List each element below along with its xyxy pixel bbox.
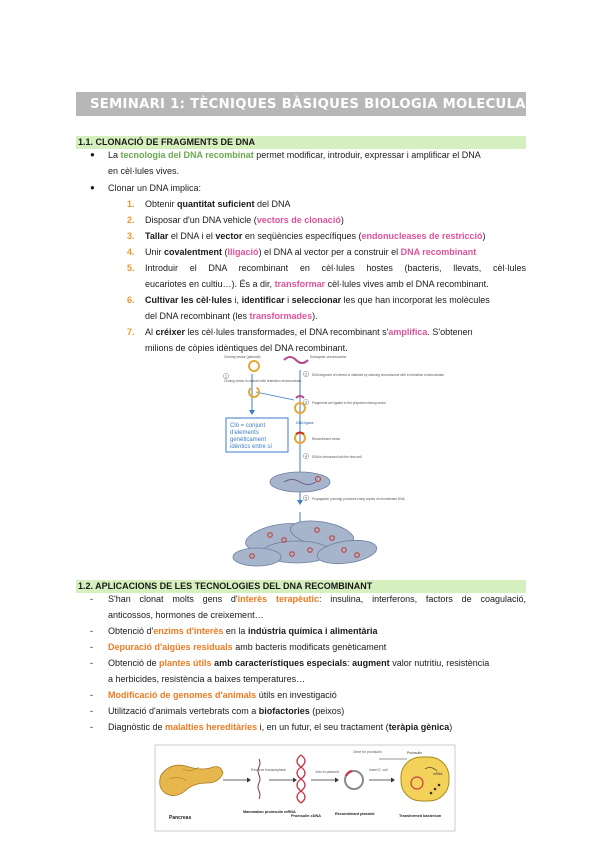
insulin-production-diagram (155, 745, 455, 831)
highlight: transformades (249, 311, 313, 321)
text: ) el DNA al vector per a construir el (258, 247, 401, 257)
text: i, en un futur, el seu tractament ( (257, 722, 389, 732)
text: Al (145, 327, 156, 337)
text: eucariotes en cultiu…). És a dir, (145, 279, 275, 289)
bullet1-line2: en cèl·lules vives. (108, 166, 180, 176)
highlight: malalties hereditàries (165, 722, 258, 732)
label-pancreas: Pancreas (169, 815, 192, 821)
bold-text: quantitat suficient (177, 199, 255, 209)
text: : (347, 658, 353, 668)
bold-text: teràpia gènica (388, 722, 450, 732)
svg-text:Join to plasmid: Join to plasmid (315, 770, 339, 774)
bold-text: vector (215, 231, 243, 241)
bold-text: Cultivar les cèl·lules (145, 295, 233, 305)
text: permet modificar, introduir, expressar i amplificar el DNA (253, 150, 481, 160)
text: i, (232, 295, 242, 305)
svg-text:Fragments are ligated to the p: Fragments are ligated to the prepared cloning vector (312, 401, 387, 405)
svg-text:Propagation (cloning) produces: Propagation (cloning) produces many copies of recombinant DNA. (312, 497, 406, 501)
section-heading-1: 1.1. CLONACIÓ DE FRAGMENTS DE DNA (76, 136, 526, 149)
svg-text:mRNA: mRNA (433, 772, 443, 776)
text: el DNA i el (168, 231, 216, 241)
bullet2-text: Clonar un DNA implica: (108, 183, 202, 193)
highlight: vectors de clonació (256, 215, 341, 225)
step-number: 1. (127, 199, 135, 209)
application-item-line2: a herbicides, resistència a baixes temperatures… (108, 674, 306, 684)
page-title: SEMINARI 1: TÈCNIQUES BÀSIQUES BIOLOGIA MOLECULAR (90, 96, 537, 112)
step-5-line2 (145, 276, 489, 292)
clone-note-line: d'elements (230, 430, 259, 436)
text: Obtenir (145, 199, 178, 209)
dash-bullet: - (90, 642, 93, 652)
highlight: endonucleases de restricció (361, 231, 483, 241)
step-number: 2. (127, 215, 135, 225)
svg-text:Gene for proinsulin: Gene for proinsulin (353, 750, 382, 754)
bold-text: identificar (241, 295, 285, 305)
text: ). (312, 311, 318, 321)
text: les cèl·lules transformades, el DNA recombinant s' (185, 327, 389, 337)
svg-text:DNA is introduced into the hos: DNA is introduced into the host cell. (312, 455, 363, 459)
highlight: amplifica (388, 327, 428, 337)
text: útils en investigació (256, 690, 337, 700)
bold-text: Tallar (145, 231, 169, 241)
svg-text:Recombinant plasmid: Recombinant plasmid (335, 812, 375, 816)
step-number: 6. (127, 295, 135, 305)
svg-text:DNA ligase: DNA ligase (296, 421, 314, 425)
clone-note-line: Clò = conjunt (230, 423, 266, 429)
text: Disposar d'un DNA vehicle ( (145, 215, 257, 225)
text: ) (340, 215, 344, 225)
clone-note-line: idèntics entre sí (230, 444, 273, 450)
text: Introduir el DNA recombinant en cèl·lules hostes (bacteris, llevats, cèl·lules (145, 263, 526, 273)
bold-text: indústria química i alimentària (247, 626, 378, 636)
step-7-line2: milions de còpies idèntiques del DNA recombinant. (145, 343, 348, 353)
svg-text:3: 3 (305, 400, 307, 405)
bold-text: covalentment (164, 247, 223, 257)
text: Diagnòstic de (108, 722, 166, 732)
chromosome-icon (284, 357, 308, 363)
label-cloning-vector: Cloning vector (plasmid) (224, 355, 261, 359)
text: Unir (145, 247, 165, 257)
svg-text:2: 2 (305, 372, 307, 377)
text: les que han incorporat les molècules (341, 295, 490, 305)
svg-text:Cloning vector is cleaved with: Cloning vector is cleaved with restriction endonuclease (224, 379, 302, 383)
highlight: Modificació de genomes d'animals (108, 690, 257, 700)
highlight: tecnologia del DNA recombinat (120, 150, 254, 160)
dash-bullet: - (90, 706, 93, 716)
dash-bullet: - (90, 626, 93, 636)
text: Obtenció d' (108, 626, 154, 636)
text: cèl·lules vives amb el DNA recombinant. (325, 279, 489, 289)
text: Obtenció de (108, 658, 160, 668)
svg-text:Reverse transcriptase: Reverse transcriptase (251, 768, 286, 772)
bold-text: seleccionar (291, 295, 342, 305)
highlight: interès terapèutic (237, 594, 319, 604)
step-number: 3. (127, 231, 135, 241)
text: en la (223, 626, 248, 636)
highlight: Depuració d'aigües residuals (108, 642, 233, 652)
bullet1-line1 (108, 147, 526, 163)
text: en seqüències específiques ( (242, 231, 362, 241)
dash-bullet: - (90, 690, 93, 700)
text: i (284, 295, 292, 305)
svg-text:1: 1 (225, 374, 227, 379)
text: La (108, 150, 121, 160)
dash-bullet: - (90, 594, 93, 604)
svg-text:Insert E. coli: Insert E. coli (369, 768, 388, 772)
text: ) (449, 722, 453, 732)
plasmid-icon (249, 361, 259, 371)
application-item-line2: anticossos, hormones de creixement… (108, 610, 264, 620)
text: . S'obtenen (427, 327, 473, 337)
propagated-cells (233, 517, 378, 567)
highlight: lligació (227, 247, 259, 257)
dash-bullet: - (90, 658, 93, 668)
svg-text:Proinsulin: Proinsulin (407, 751, 422, 755)
text: Utilització d'animals vertebrats com a (108, 706, 259, 716)
svg-text:DNA fragment of interest is ob: DNA fragment of interest is obtained by cleaving chromosome with a restriction endonuclease (312, 373, 444, 377)
clone-note-line: genèticament (230, 437, 267, 443)
svg-text:4: 4 (305, 454, 307, 459)
dash-bullet: - (90, 722, 93, 732)
svg-text:Mammalian proinsulin mRNA: Mammalian proinsulin mRNA (243, 810, 296, 814)
highlight: DNA recombinant (400, 247, 477, 257)
text: ( (222, 247, 228, 257)
svg-text:Transformed bacterium: Transformed bacterium (399, 814, 442, 818)
title-band (76, 92, 537, 116)
text: valor nutritiu, resistència (389, 658, 490, 668)
bold-text: augment (352, 658, 390, 668)
svg-text:5: 5 (305, 496, 307, 501)
svg-text:Recombinant vector: Recombinant vector (312, 437, 341, 441)
highlight: plantes útils (159, 658, 212, 668)
bold-text: biofactories (258, 706, 310, 716)
svg-text:Proinsulin cDNA: Proinsulin cDNA (291, 814, 321, 818)
bold-text: amb característiques especials (214, 658, 348, 668)
text: amb bacteris modificats genèticament (232, 642, 387, 652)
text: del DNA (254, 199, 291, 209)
highlight: enzims d'interès (153, 626, 224, 636)
step-number: 5. (127, 263, 135, 273)
text: (peixos) (309, 706, 345, 716)
step-number: 7. (127, 327, 135, 337)
bold-text: créixer (155, 327, 186, 337)
cloning-diagram (222, 352, 444, 566)
text: ) (482, 231, 486, 241)
step-6-line2 (145, 308, 318, 324)
text: del DNA recombinant (les (145, 311, 250, 321)
svg-text:Eukaryotic chromosome: Eukaryotic chromosome (310, 355, 347, 359)
text: S'han clonat molts gens d' (108, 594, 238, 604)
text: : insulina, interferons, factors de coagulació, (318, 594, 527, 604)
section-heading-2: 1.2. APLICACIONS DE LES TECNOLOGIES DEL DNA RECOMBINANT (76, 580, 526, 593)
highlight: transformar (274, 279, 326, 289)
bullet-dot: ● (90, 150, 95, 159)
step-number: 4. (127, 247, 135, 257)
bacterium-icon (401, 757, 449, 801)
bullet-dot: ● (90, 183, 95, 192)
